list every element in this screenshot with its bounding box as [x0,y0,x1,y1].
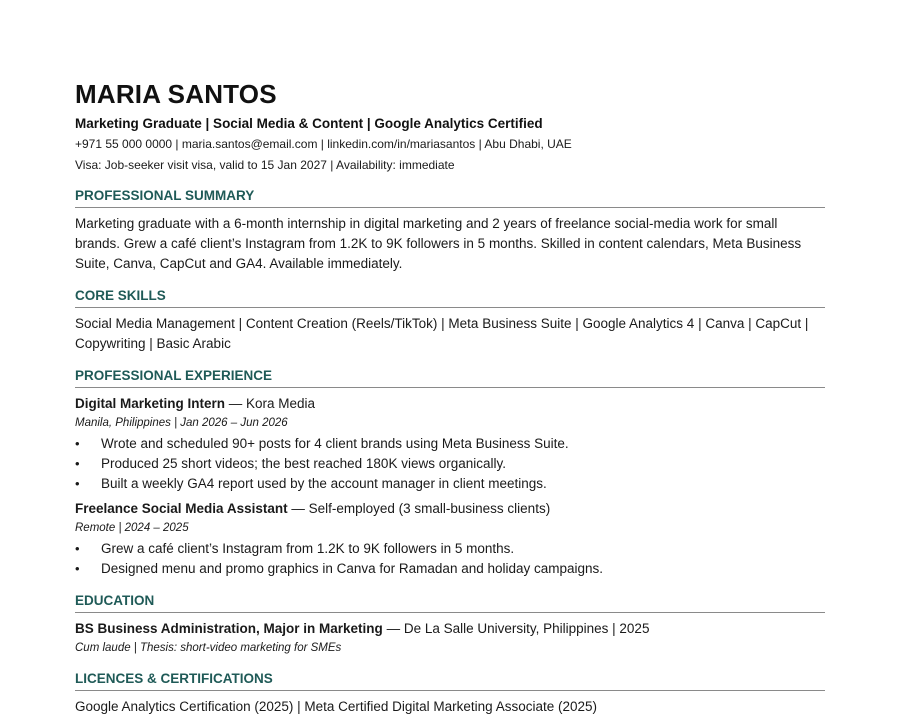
bullet-icon: • [75,541,80,556]
school-name: — De La Salle University, Philippines | 2025 [382,621,650,636]
list-item: • Designed menu and promo graphics in Canva for Ramadan and holiday campaigns. [75,559,825,579]
job-location-dates: Remote | 2024 – 2025 [75,522,189,534]
job-bullet-list [75,539,825,579]
job-entry-intern [75,394,825,494]
list-item: • Produced 25 short videos; the best reached 180K views organically. [75,454,825,474]
bullet-icon: • [75,436,80,451]
job-title: Digital Marketing Intern [75,396,226,411]
experience-section [75,367,825,579]
education-details: Cum laude | Thesis: short-video marketing for SMEs [75,642,342,654]
experience-heading: PROFESSIONAL EXPERIENCE [75,367,825,388]
job-heading [75,499,825,519]
bullet-icon: • [75,476,80,491]
skills-text: Social Media Management | Content Creation (Reels/TikTok) | Meta Business Suite | Google Analytics 4 | Canva | CapCut | Copywriting | Basic Arabic [75,316,809,351]
education-section [75,592,825,657]
list-item: • Grew a café client’s Instagram from 1.2K to 9K followers in 5 months. [75,539,825,559]
bullet-icon: • [75,456,80,471]
education-entry [75,619,825,639]
job-employer: — Self-employed (3 small-business clients) [287,501,551,516]
certifications-heading: LICENCES & CERTIFICATIONS [75,670,825,691]
candidate-headline: Marketing Graduate | Social Media & Content | Google Analytics Certified [75,116,543,131]
summary-heading: PROFESSIONAL SUMMARY [75,187,825,208]
job-bullet-list [75,434,825,494]
list-item: • Wrote and scheduled 90+ posts for 4 client brands using Meta Business Suite. [75,434,825,454]
certifications-text: Google Analytics Certification (2025) | Meta Certified Digital Marketing Associate (2025) [75,699,597,714]
skills-heading: CORE SKILLS [75,287,825,308]
contact-line: +971 55 000 0000 | maria.santos@email.com | linkedin.com/in/mariasantos | Abu Dhabi, UAE [75,137,572,151]
list-item: • Built a weekly GA4 report used by the account manager in client meetings. [75,474,825,494]
summary-section [75,187,825,274]
job-title: Freelance Social Media Assistant [75,501,288,516]
education-heading: EDUCATION [75,592,825,613]
skills-section [75,287,825,354]
job-heading [75,394,825,414]
visa-availability-line: Visa: Job-seeker visit visa, valid to 15 Jan 2027 | Availability: immediate [75,158,455,172]
job-entry-freelance [75,499,825,579]
bullet-icon: • [75,561,80,576]
degree-name: BS Business Administration, Major in Marketing [75,621,383,636]
certifications-section [75,670,825,717]
resume-content [75,78,825,717]
job-location-dates: Manila, Philippines | Jan 2026 – Jun 2026 [75,417,288,429]
candidate-name: MARIA SANTOS [75,79,277,109]
job-employer: — Kora Media [225,396,316,411]
summary-text: Marketing graduate with a 6-month internship in digital marketing and 2 years of freelance social-media work for small brands. Grew a café client’s Instagram from 1.2K to 9K followers in 5 months. Skilled in content calendars, Meta Business Suite, Canva, CapCut and GA4. Available immediately. [75,216,802,271]
